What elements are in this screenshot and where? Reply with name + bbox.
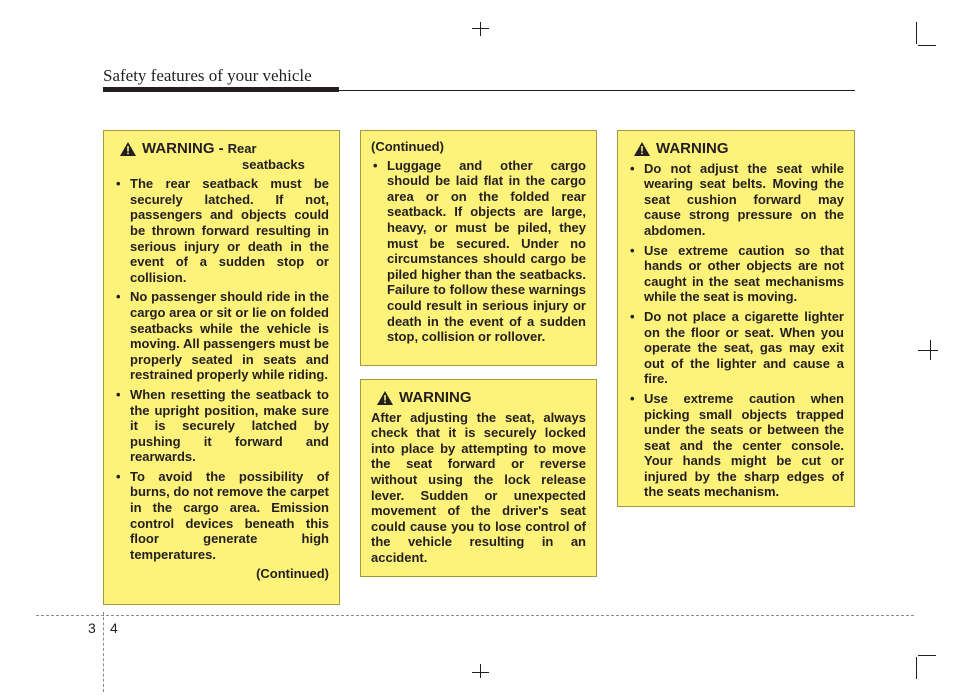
list-item: • No passenger should ride in the cargo area or sit or lie on folded seatbacks while the vehicle is moving. All passengers must be properly seated in seats and restrained properly while riding.	[114, 289, 329, 383]
warning-list	[371, 158, 586, 345]
warning-triangle-icon	[377, 391, 393, 405]
warning-list	[628, 161, 844, 500]
continued-label: (Continued)	[371, 139, 444, 154]
crop-mark-top-h	[472, 28, 489, 29]
warning-box-seat-lock	[360, 379, 597, 577]
list-item: • Use extreme caution so that hands or other objects are not caught in the seat mechanisms while the seat is moving.	[628, 243, 844, 305]
crop-mark-br-v	[916, 657, 917, 679]
list-item: • Do not place a cigarette lighter on the floor or seat. When you operate the seat, gas may exit out of the lighter and cause a fire.	[628, 309, 844, 387]
list-item: • Use extreme caution when picking small objects trapped under the seats or between the seat and the center console. Your hands might be cut or injured by the sharp edges of the seats mechanism.	[628, 391, 844, 500]
chapter-number: 3	[88, 620, 96, 636]
crop-mark-tr-h	[918, 45, 936, 46]
warning-box-rear-seatbacks	[103, 130, 340, 605]
warning-title: WARNING	[399, 389, 472, 406]
warning-heading	[634, 141, 844, 157]
warning-list	[114, 176, 329, 562]
list-item: • Do not adjust the seat while wearing seat belts. Moving the seat cushion forward may cause strong pressure on the abdomen.	[628, 161, 844, 239]
footer-divider	[103, 612, 104, 692]
crop-mark-br-h	[918, 655, 936, 656]
warning-title: WARNING -	[142, 140, 224, 157]
warning-title: WARNING	[656, 140, 729, 157]
list-item: • When resetting the seatback to the upright position, make sure it is securely latched by pushing it forward and rearwards.	[114, 387, 329, 465]
list-item: • To avoid the possibility of burns, do not remove the carpet in the cargo area. Emission control devices beneath this floor generate high temperatures.	[114, 469, 329, 563]
warning-text: After adjusting the seat, always check that it is securely locked into place by attempting to move the seat forward or reverse without using the lock release lever. Sudden or unexpected movement of the driver's seat could cause you to lose control of the vehicle resulting in an accident.	[371, 409, 586, 565]
warning-triangle-icon	[634, 142, 650, 156]
crop-mark-bottom-h	[472, 672, 489, 673]
list-item: • The rear seatback must be securely latched. If not, passengers and objects could be thrown forward resulting in serious injury or death in the event of a sudden stop or collision.	[114, 176, 329, 285]
crop-mark-right-h	[918, 350, 938, 351]
list-item: • Luggage and other cargo should be laid flat in the cargo area or on the folded rear seatback. If objects are large, heavy, or must be piled, they must be secured. Under no circumstances should cargo be piled higher than the seatbacks. Failure to follow these warnings could result in serious injury or death in the event of a sudden stop, collision or rollover.	[371, 158, 586, 345]
warning-heading	[377, 390, 586, 406]
crop-mark-tr-v	[916, 22, 917, 44]
crop-mark-right-v	[930, 340, 931, 360]
continued-label: (Continued)	[256, 566, 329, 582]
warning-box-seat-adjust	[617, 130, 855, 507]
warning-subtitle-b: seatbacks	[242, 156, 305, 172]
warning-triangle-icon	[120, 142, 136, 156]
warning-heading	[120, 141, 329, 157]
header-rule-accent	[103, 87, 339, 92]
warning-box-continued	[360, 130, 597, 366]
page-header-title: Safety features of your vehicle	[103, 66, 312, 85]
crop-mark-top-v	[480, 22, 481, 36]
footer-rule	[36, 615, 914, 616]
crop-mark-bottom-v	[480, 664, 481, 678]
page-number: 4	[110, 620, 118, 636]
warning-subtitle-a: Rear	[227, 141, 257, 156]
